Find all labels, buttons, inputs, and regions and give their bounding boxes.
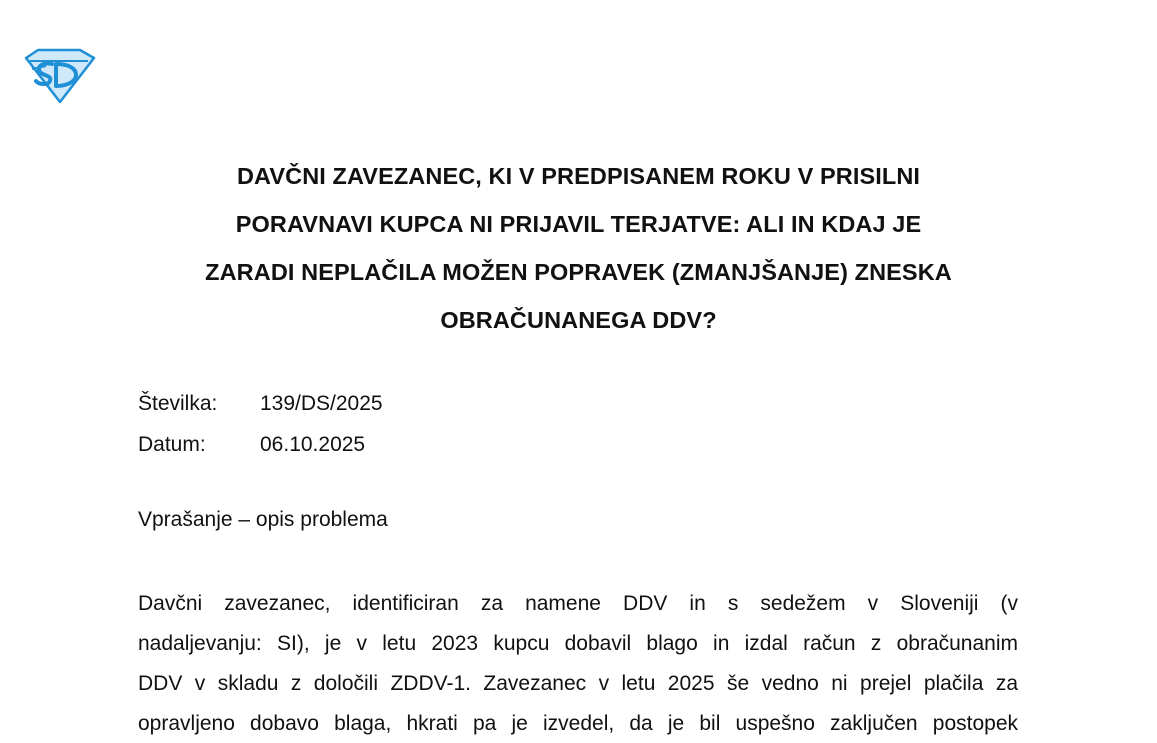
title-line: DAVČNI ZAVEZANEC, KI V PREDPISANEM ROKU V PRISILNI — [236, 163, 921, 189]
logo-emblem — [22, 48, 96, 104]
number-label: Številka: — [138, 392, 218, 415]
date-value: 06.10.2025 — [260, 433, 366, 456]
date-label: Datum: — [138, 433, 206, 456]
title-line: PORAVNAVI KUPCA NI PRIJAVIL TERJATVE: ALI IN KDAJ JE — [235, 211, 922, 237]
logo — [22, 48, 96, 104]
document-meta — [138, 383, 383, 465]
section-heading: Vprašanje – opis problema — [138, 508, 388, 531]
body-paragraph — [138, 584, 1018, 743]
number-value: 139/DS/2025 — [260, 392, 383, 415]
body-line: nadaljevanju: SI), je v letu 2023 kupcu dobavil blago in izdal račun z obračunanim — [138, 632, 1018, 655]
body-line: Davčni zavezanec, identificiran za namene DDV in s sedežem v Sloveniji (v — [138, 592, 1018, 615]
number-row — [138, 383, 383, 424]
title-line: OBRAČUNANEGA DDV? — [440, 307, 717, 333]
document-title — [120, 152, 1037, 344]
title-line: ZARADI NEPLAČILA MOŽEN POPRAVEK (ZMANJŠANJE) ZNESKA — [205, 259, 952, 285]
body-line: opravljeno dobavo blaga, hkrati pa je izvedel, da je bil uspešno zaključen postopek — [138, 712, 1018, 735]
body-line: DDV v skladu z določili ZDDV-1. Zavezanec v letu 2025 še vedno ni prejel plačila za — [138, 672, 1018, 695]
date-row — [138, 424, 383, 465]
